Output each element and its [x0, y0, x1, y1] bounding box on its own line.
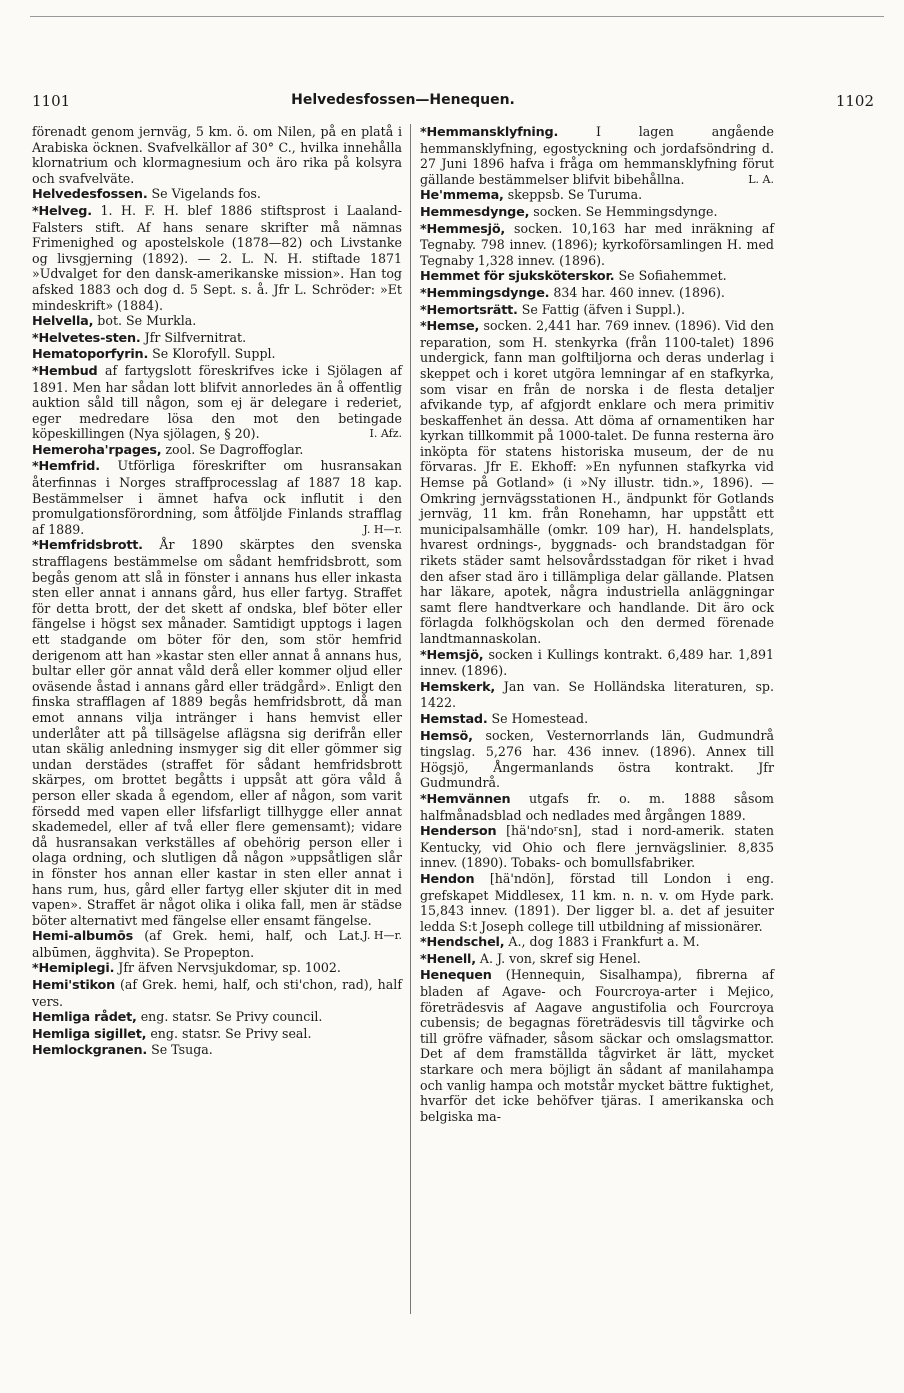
- headword: *Hemvännen: [420, 791, 511, 807]
- left-column: [32, 124, 402, 1059]
- entry-text: Se Klorofyll. Suppl.: [152, 346, 276, 362]
- entry: [420, 728, 774, 791]
- entry: [420, 204, 774, 221]
- top-rule: [30, 16, 884, 17]
- entry: [32, 363, 402, 442]
- entry-text: socken. 2,441 har. 769 innev. (1896). Vid den reparation, som H. stenkyrka (från 1100-talet) 1896 undergick, fann man golftiljorna och deras underlag i skeppet och i koret utgöra lemningar af en stafkyrka, som visar en från de norska i de flesta detaljer afvikande typ, af afgjordt enklare och mera primitiv beskaffenhet än dessa. Att döma af ornamentiken har kyrkan tillkommit på 1000-talet. De funna resterna äro inköpta för statens historiska museum, der de nu förvaras. Jfr E. Ekhoff: »En nyfunnen stafkyrka vid Hemse på Gotland» (i »Ny illustr. tidn.», 1896). — Omkring jernvägsstationen H., ändpunkt för Gotlands jernväg, 11 km. från Ronehamn, har uppstått ett municipalsamhälle (omkr. 109 har), H. handelsplats, hvarest ordnings-, byggnads- och brandstadgan för rikets städer samt helsovårdsstadgan för riket i hvad den afser stad äro i tillämpliga delar gällande. Platsen har läkare, apotek, några industriella anläggningar samt flere handtverkare och handlande. Dit äro ock förlagda folkhögskolan och den dermed förenade landtmannaskolan.: [420, 318, 774, 646]
- entry: [420, 187, 774, 204]
- entry-text: utgafs fr. o. m. 1888 såsom halfmånadsblad och nedlades med årgången 1889.: [420, 790, 775, 823]
- entry-text: (Hennequin, Sisalhampa), fibrerna af bladen af Agave- och Fourcroya-arter i Mejico, företrädesvis af Aagave angustifolia och Fourcroya cubensis; de begagnas företrädesvis till tågvirke och till gröfre väfnader, såsom säckar och omslagsmattor. Det af dem framställda tågvirket är lätt, mycket starkare och mera böjligt än sådant af manilahampa och vanlig hampa och motstår mycket bättre fuktighet, hvarför det icke behöfver tjäras. I amerikanska och belgiska ma-: [420, 967, 774, 1124]
- signature: I. Afz.: [369, 427, 402, 441]
- entry: [420, 711, 774, 728]
- entry-text: 834 har. 460 innev. (1896).: [553, 284, 725, 300]
- running-title: Helvedesfossen—Henequen.: [291, 92, 515, 108]
- headword: Hemliga rådet,: [32, 1010, 137, 1026]
- entry: [420, 823, 774, 871]
- entry-text: socken i Kullings kontrakt. 6,489 har. 1,891 innev. (1896).: [420, 646, 774, 679]
- headword: Hemstad.: [420, 711, 488, 727]
- entry-text: eng. statsr. Se Privy council.: [140, 1009, 323, 1025]
- entry-text: Se Sofiahemmet.: [618, 268, 727, 284]
- entry: [32, 186, 402, 203]
- signature: J. H—r.: [363, 929, 402, 943]
- right-column: [420, 124, 774, 1124]
- entry-text: I lagen angående hemmansklyfning, egostyckning och jordafsöndring d. 27 Juni 1896 hafva i fråga om hemmansklyfning förut gällande bestämmelser blifvit bibehållna.: [420, 124, 774, 187]
- headword: Hemmesdynge,: [420, 204, 530, 220]
- entry: [420, 791, 774, 823]
- headword: Hemi'stikon: [32, 978, 116, 994]
- entry: [32, 1042, 402, 1059]
- entry: [420, 647, 774, 679]
- entry-text: socken. Se Hemmingsdynge.: [533, 203, 718, 219]
- headword: *Hemse,: [420, 319, 480, 335]
- entry-text: zool. Se Dagroffoglar.: [165, 441, 304, 457]
- entry: [420, 967, 774, 1124]
- entry: [32, 977, 402, 1009]
- entry: [32, 330, 402, 347]
- headword: Helvella,: [32, 314, 94, 330]
- headword: Hemi-albumōs: [32, 929, 134, 945]
- entry-text: Se Vigelands fos.: [151, 186, 261, 202]
- entry-text: Se Tsuga.: [151, 1042, 213, 1058]
- entry: [32, 313, 402, 330]
- headword: *Hemfrid.: [32, 459, 100, 475]
- entry-text: bot. Se Murkla.: [97, 313, 197, 329]
- entry: [420, 221, 774, 269]
- headword: Hematoporfyrin.: [32, 347, 149, 363]
- entry-text: År 1890 skärptes den svenska strafflagens bestämmelse om sådant hemfridsbrott, som begås genom att slå in fönster i annans hus eller inkasta sten eller annat i annans gård, hus eller fartyg. Straffet för detta brott, der det skett af ondska, blef böter eller fängelse i högst sex månader. Samtidigt upptogs i lagen ett stadgande om böter för den, som stör hemfrid derigenom att han »kastar sten eller annat å annans hus, bultar eller gör annat våld derå eller kommer oljud eller oväsende åstad i annans gård eller trädgård». Enligt den finska strafflagen af 1889 begås hemfridsbrott, då man emot annans vilja intränger i hans hemvist eller underlåter att på tillsägelse aflägsna sig derifrån eller utan skälig anledning insmyger sig dit eller gömmer sig undan derstädes (straffet för sådant hemfridsbrott skärpes, om brottet begåtts i uppsåt att göra våld å person eller skada å egendom, eller af någon, som varit försedd med vapen eller lifsfarligt tillhygge eller annat skademedel, eller af två eller flere gemensamt); vidare då husransakan verkställes af obehörig person eller i olaga ordning, och slutligen då någon »uppsåtligen slår in fönster hos annan eller kastar in sten eller annat i hans rum, hus, gård eller fartyg eller skjuter dit in med vapen». Straffet är något olika i olika fall, men är städse böter alternativt med fängelse eller ensamt fängelse.: [32, 537, 402, 928]
- headword: Hemmet för sjuksköterskor.: [420, 269, 615, 285]
- entry: [32, 1009, 402, 1026]
- entry-text: eng. statsr. Se Privy seal.: [150, 1025, 312, 1041]
- headword: *Henell,: [420, 951, 476, 967]
- headword: Hendon: [420, 871, 475, 887]
- entry-text: Se Homestead.: [491, 710, 589, 726]
- signature: J. H—r.: [363, 522, 402, 536]
- entry: [32, 458, 402, 537]
- column-divider: [410, 124, 411, 1314]
- headword: Hemsö,: [420, 728, 473, 744]
- entry-text: 1. H. F. H. blef 1886 stiftsprost i Laaland-Falsters stift. Af hans senare skrifter må nämnas Frimenighed og apostelskole (1878—82) och Livstanke og livsgjerning (1892). — 2. L. N. H. stiftade 1871 »Udvalget for den dansk-amerikanske mission». Han tog afsked 1883 och dog d. 5 Sept. s. å. Jfr L. Schröder: »Et mindeskrift» (1884).: [32, 202, 402, 313]
- headword: *Helveg.: [32, 203, 92, 219]
- entry: [420, 871, 774, 934]
- entry: [32, 203, 402, 313]
- headword: Hemliga sigillet,: [32, 1026, 147, 1042]
- headword: *Hemfridsbrott.: [32, 538, 143, 554]
- headword: *Hembud: [32, 363, 98, 379]
- entry-text: [hä'ndön], förstad till London i eng. grefskapet Middlesex, 11 km. n. n. v. om Hyde park. 15,843 innev. (1891). Der ligger bl. a. det af jesuiter ledda S:t Joseph college till utbildning af missionärer.: [420, 870, 774, 934]
- entry-text: skeppsb. Se Turuma.: [507, 187, 643, 203]
- page-number-left: 1101: [32, 92, 71, 110]
- entry: [32, 346, 402, 363]
- entry: [420, 285, 774, 302]
- page-number-right: 1102: [835, 92, 874, 110]
- entry: [32, 960, 402, 977]
- headword: *Helvetes-sten.: [32, 330, 141, 346]
- page-header: [32, 92, 874, 114]
- entry-text: Utförliga föreskrifter om husransakan återfinnas i Norges straffprocesslag af 1887 18 kap. Bestämmelser i ämnet hafva ock influtit i den promulgationsförordning, som åtföljde Finlands strafflag af 1889.: [32, 458, 402, 537]
- entry: [32, 928, 402, 960]
- headword: *Hendschel,: [420, 935, 505, 951]
- entry-text: A. J. von, skref sig Henel.: [479, 950, 641, 966]
- entry-text: [hä'ndoʳsn], stad i nord-amerik. staten Kentucky, vid Ohio och flere jernvägslinier. 8,835 innev. (1890). Tobaks- och bomullsfabriker.: [420, 823, 774, 871]
- entry-text: (af Grek. hemi, half, och sti'chon, rad), half vers.: [32, 977, 402, 1009]
- headword: Hemlockgranen.: [32, 1043, 148, 1059]
- entry-text: socken, Vesternorrlands län, Gudmundrå tingslag. 5,276 har. 436 innev. (1896). Annex till Högsjö, Ångermanlands östra kontrakt. Jfr Gudmundrå.: [420, 727, 774, 791]
- headword: *Hemsjö,: [420, 647, 484, 663]
- entry: [32, 442, 402, 459]
- headword: He'mmema,: [420, 188, 504, 204]
- entry: [420, 934, 774, 951]
- entry-text: af fartygslott föreskrifves icke i Sjölagen af 1891. Men har sådan lott blifvit annorledes än å offentlig auktion såld till någon, som ej är delegare i rederiet, eger medredare lösa den mot den betingade köpeskillingen (Nya sjölagen, § 20).: [32, 362, 402, 442]
- signature: L. A.: [748, 172, 774, 186]
- headword: Hemskerk,: [420, 679, 496, 695]
- headword: *Hemmingsdynge.: [420, 285, 550, 301]
- headword: *Hemortsrätt.: [420, 302, 518, 318]
- entry-text: Se Fattig (äfven i Suppl.).: [521, 301, 686, 317]
- headword: Hemeroha'rpages,: [32, 442, 162, 458]
- entry: [420, 124, 774, 187]
- headword: Henequen: [420, 968, 492, 984]
- entry-text: förenadt genom jernväg, 5 km. ö. om Nilen, på en platå i Arabiska öcknen. Svafvelkällor af 30° C., hvilka innehålla klornatrium och klormagnesium och äro rika på kolsyra och svafvelväte.: [32, 124, 402, 186]
- entry: [32, 1026, 402, 1043]
- headword: *Hemmesjö,: [420, 221, 506, 237]
- entry-text: A., dog 1883 i Frankfurt a. M.: [508, 934, 700, 950]
- entry-text: (af Grek. hemi, half, och Lat. albūmen, ägghvita). Se Propepton.: [32, 928, 364, 960]
- entry: [420, 318, 774, 646]
- entry-text: Jfr Silfvernitrat.: [144, 329, 247, 345]
- entry-text: Jfr äfven Nervsjukdomar, sp. 1002.: [118, 960, 341, 976]
- headword: *Hemiplegi.: [32, 961, 115, 977]
- entry: [32, 124, 402, 186]
- entry: [420, 951, 774, 968]
- headword: Helvedesfossen.: [32, 187, 148, 203]
- entry: [420, 302, 774, 319]
- headword: Henderson: [420, 824, 497, 840]
- entry-text: Jan van. Se Holländska literaturen, sp. 1422.: [420, 678, 774, 711]
- entry-text: socken. 10,163 har med inräkning af Tegnaby. 798 innev. (1896); kyrkoförsamlingen H. med Tegnaby 1,328 innev. (1896).: [420, 220, 774, 268]
- headword: *Hemmansklyfning.: [420, 125, 559, 140]
- entry: [420, 679, 774, 711]
- entry: [420, 268, 774, 285]
